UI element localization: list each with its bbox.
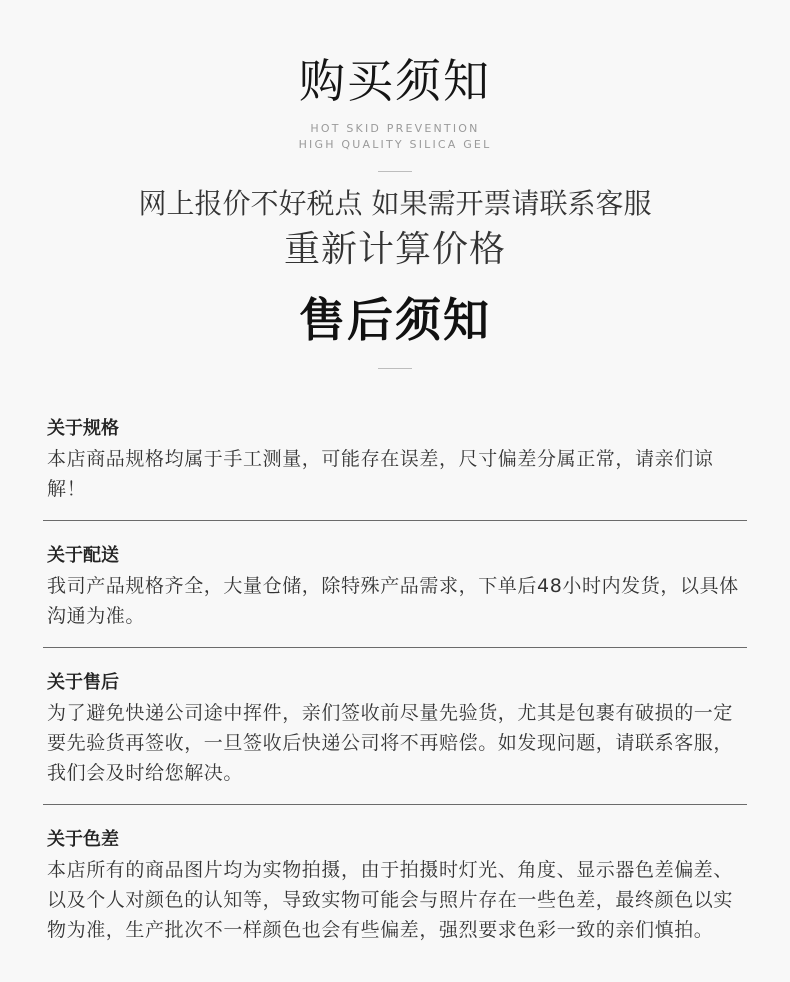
section-body: 本店所有的商品图片均为实物拍摄，由于拍摄时灯光、角度、显示器色差偏差、以及个人对颜色的认知等，导致实物可能会与照片存在一些色差，最终颜色以实物为准，生产批次不一样颜色也会有些偏差，强烈要求色彩一致的亲们慎拍。 xyxy=(47,859,734,941)
recalculate-price-line: 重新计算价格 xyxy=(283,229,506,270)
tax-notice-line: 网上报价不好税点 如果需开票请联系客服 xyxy=(138,187,652,220)
section-divider xyxy=(43,647,747,648)
section-body: 我司产品规格齐全，大量仓储，除特殊产品需求，下单后48小时内发货，以具体沟通为准。 xyxy=(47,575,739,627)
english-subtitle-line-1: HOT SKID PREVENTION xyxy=(310,122,480,135)
section-specifications xyxy=(43,414,747,504)
section-color-difference xyxy=(43,825,747,945)
section-divider xyxy=(43,804,747,805)
section-after-sales xyxy=(43,668,747,788)
after-sales-divider xyxy=(378,368,412,369)
section-divider xyxy=(43,520,747,521)
section-heading: 关于色差 xyxy=(47,829,119,850)
section-body: 本店商品规格均属于手工测量，可能存在误差，尺寸偏差分属正常，请亲们谅解！ xyxy=(47,448,714,500)
after-sales-title: 售后须知 xyxy=(299,293,491,347)
page-title: 购买须知 xyxy=(299,54,491,108)
section-heading: 关于配送 xyxy=(47,545,119,566)
english-subtitle-line-2: HIGH QUALITY SILICA GEL xyxy=(298,138,492,151)
section-body: 为了避免快递公司途中挥件，亲们签收前尽量先验货，尤其是包裹有破损的一定要先验货再签收，一旦签收后快递公司将不再赔偿。如发现问题，请联系客服，我们会及时给您解决。 xyxy=(47,702,734,784)
title-divider xyxy=(378,171,412,172)
notice-sections xyxy=(43,414,747,945)
section-heading: 关于规格 xyxy=(47,418,119,439)
section-heading: 关于售后 xyxy=(47,672,119,693)
section-delivery xyxy=(43,541,747,631)
